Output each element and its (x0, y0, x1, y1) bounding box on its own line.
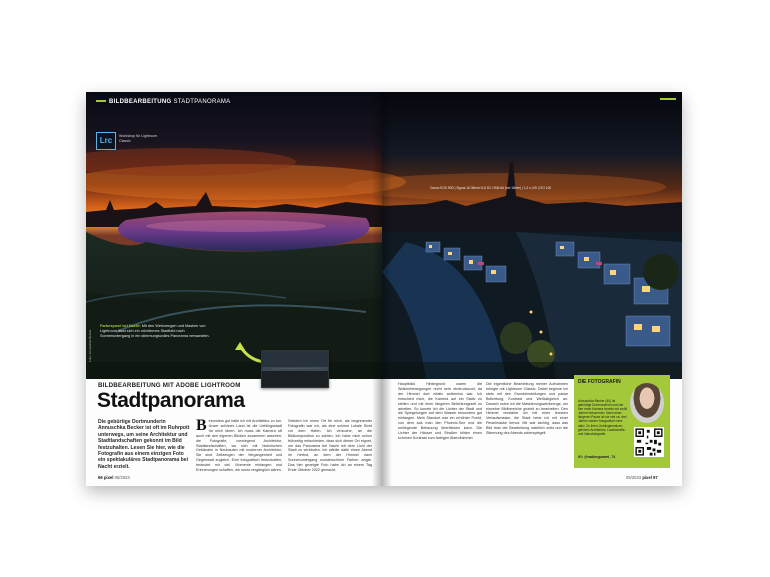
body-column-3 (398, 382, 482, 472)
magazine-name-right: pixel (642, 475, 652, 480)
camera-info: Canon EOS 90D | Sigma 18-35mm f1,8 DC HSM Art (bei 18mm) | 1,3 s | f/8 | ISO 100 (430, 186, 552, 190)
lrc-caption: Workshop für Lightroom Classic (119, 134, 158, 143)
page-number-right: 97 (653, 475, 658, 480)
issue-left: 05/2023 (114, 475, 130, 480)
body-column-2 (288, 419, 372, 473)
before-thumbnail (261, 350, 329, 388)
photographer-box (574, 375, 670, 468)
lightroom-classic-icon: Lrc (96, 132, 116, 150)
drop-cap: B (196, 419, 207, 434)
photographer-bio: Annuschka Becker (40) ist gebürtige Dortmunderin und hat ihre erste Kamera bereits mit zwölf Jahren bekommen. Nach einer längeren Pause ist sie seit ca. drei Jahren wieder fotografisch sehr aktiv. Zu ihren Lieblingsmotiven gehören Architektur, Landschafts- und Naturfotografie. (578, 399, 628, 436)
magazine-name-left: pixel (103, 475, 114, 480)
photographer-instagram: IG: @radiergummi_74 (578, 455, 616, 459)
body-text-2: Seitdem ich einen Ort für mich, als beginnender Fotografin war ich, als eine schöne Lokale Sicht vor dem Hafen. Ich versuche, an die Bildkomposition zu achten. Ich habe mich schon frühzeitig entschieden, dass sich dieser Ort eignet, um das Panorama bei Nacht mit dem Licht der Stadt zu verbinden. Ich wählte dafür einen Abend im Herbst, an dem der Himmel nach Sonnenuntergang wunderschöne Farben zeigte. Das hier gezeigte Foto habe ich an einem Tag Ende Oktober 2022 gemacht. (288, 419, 372, 473)
accent-bar (660, 98, 676, 100)
body-text-1: esonders gut halte ich mit Architektur zu tun. Unser schönes Land ist die Lieblingsstadt für mich Ideen. Ich muss die Kamera oft auch mit den eigenen Blicken zusammen ansehen; die Fotografie, vorwiegend Architektur, Stadtlandschaften, wo sich mit historischen Gebäuden in Neubauten mit moderner Architektur. Sie sind Zeitzeugen der Vergangenheit und Gegenwart zugleich. Eine fotografisch festzuhalten, bedeutet mir viel. Momente einfangen und Erinnerungen schaffen, die sonst vergänglich wären. (196, 419, 282, 473)
photo-caption-bold: Farbexposé bei Nacht: (100, 324, 141, 328)
photo-caption (100, 324, 210, 338)
photo-credit: Foto: Annuschka Becker (88, 329, 92, 362)
body-text-3: Hauptblick Hintergrund waren die Wolkenbewegungen recht sehr eindrucksvoll, da der Himmel dort relativ wolkenlos war. Ich entschied mich, die Kamera auf ein Stativ zu stellen und mit einer längeren Belichtungszeit zu arbeiten. So konnte ich die Lichter der Stadt und die Spiegelungen auf dem Wasser besonders gut einfangen. Mein Standort war ein erhöhter Punkt, von dem aus man den Phoenix-See und die umliegende Bebauung überblicken kann. Die Lichter der Häuser und Straßen bilden einen schönen Kontrast zum farbigen Abendhimmel. (398, 382, 482, 440)
folio-left (98, 475, 130, 480)
body-column-4 (486, 382, 568, 472)
body-column-1 (196, 419, 282, 473)
before-thumbnail-image (262, 351, 328, 387)
magazine-spread (86, 92, 682, 486)
photographer-portrait (630, 383, 664, 423)
accent-marker (96, 100, 106, 102)
article-headline: Stadtpanorama (97, 389, 245, 412)
section-label-thin: STADTPANORAMA (173, 99, 231, 105)
photographer-title: DIE FOTOGRAFIN (578, 379, 621, 385)
folio-right (626, 475, 658, 480)
qr-code-icon[interactable] (634, 427, 664, 457)
section-label-bold: BILDBEARBEITUNG (109, 99, 172, 105)
photo-caption-text: Mit den Werkzeugen und Masken von Lightroom lässt sich ein nüchternes Stadtbild nach Sonnenuntergang in ein stimmungsvolles Panorama verwandeln. (100, 324, 210, 338)
issue-right: 05/2023 (626, 475, 642, 480)
page-number-left: 96 (98, 475, 103, 480)
section-label (96, 99, 230, 105)
article-kicker: BILDBEARBEITUNG MIT ADOBE LIGHTROOM (98, 382, 241, 389)
body-text-4: Die eigentliche Bearbeitung meiner Aufnahmen erfolgte mit Lightroom Classic. Dabei beginne ich stets mit den Grundeinstellungen und passe Belichtung, Kontrast und Weißabgleich an. Danach nutze ich die Maskierungswerkzeuge, um einzelne Bildbereiche gezielt zu bearbeiten. Den Himmel verstärke ich mit einer linearen Verlaufsmaske, die Stadt hebe ich mit einer Pinselmaske hervor. Mir war wichtig, dass das Bild trotz der Bearbeitung natürlich wirkt und die Stimmung des Abends widerspiegelt. (486, 382, 568, 436)
article-lede: Die gebürtige Dortmunderin Annuschka Becker ist oft im Ruhrpott unterwegs, um seine Architektur und Stadtlandschaften gekonnt im Bild festzuhalten. Lesen Sie hier, wie die Fotografin aus einem einzigen Foto ein spektakuläres Stadtpanorama bei Nacht erzielt. (98, 419, 190, 470)
